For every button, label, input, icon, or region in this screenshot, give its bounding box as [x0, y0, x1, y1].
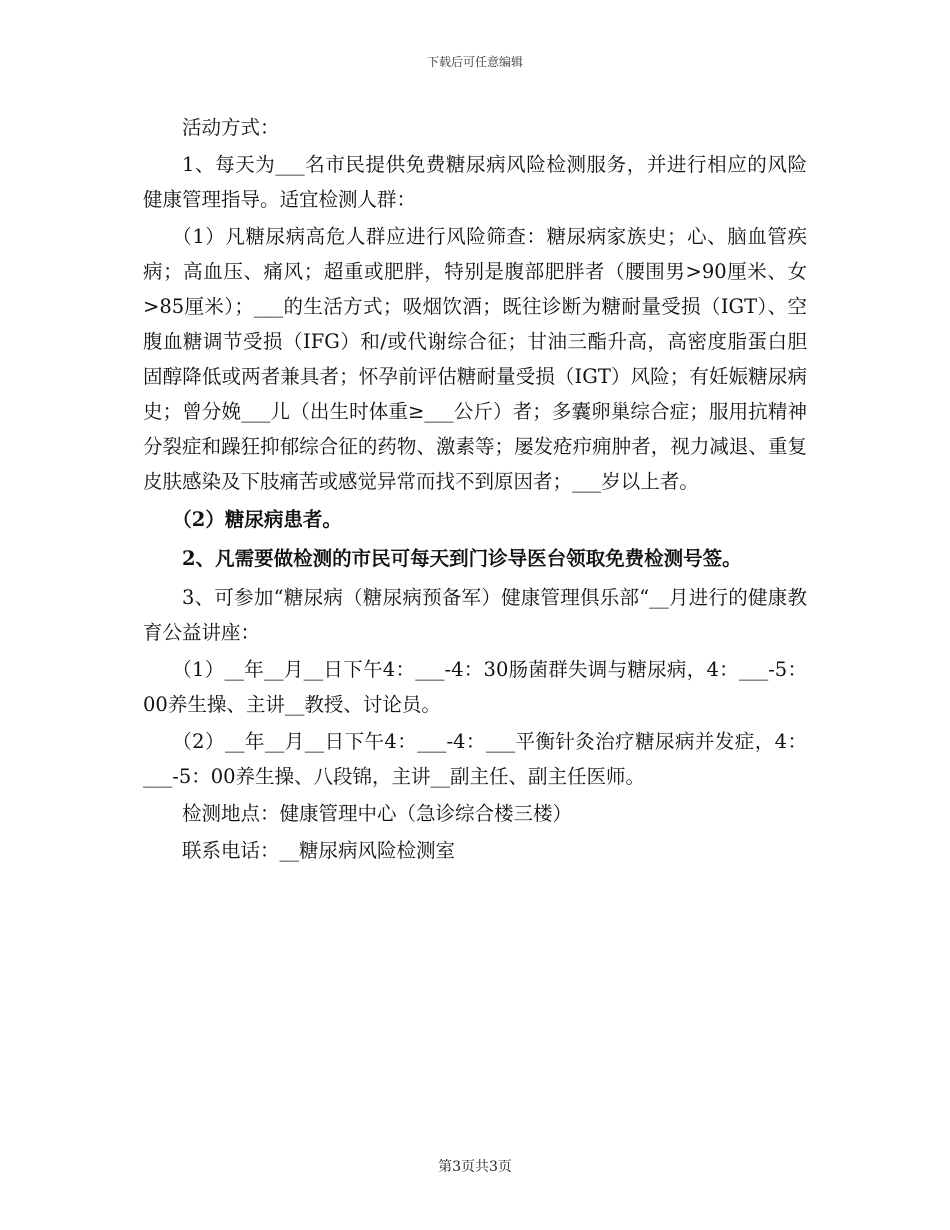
contact-paragraph: 联系电话：__糖尿病风险检测室	[182, 839, 456, 862]
item-1-1-paragraph: （1）凡糖尿病高危人群应进行风险筛查：糖尿病家族史；心、脑血管疾病；高血压、痛风；超重或肥胖，特别是腹部肥胖者（腰围男>90厘米、女>85厘米）；___的生活方式；吸烟饮酒；既往诊断为糖耐量受损（IGT）、空腹血糖调节受损（IFG）和/或代谢综合征；甘油三酯升高，高密度脂蛋白胆固醇降低或两者兼具者；怀孕前评估糖耐量受损（IGT）风险；有妊娠糖尿病史；曾分娩___儿（出生时体重≥___公斤）者；多囊卵巢综合症；服用抗精神分裂症和躁狂抑郁综合征的药物、激素等；屡发疮疖痈肿者，视力减退、重复皮肤感染及下肢痛苦或感觉异常而找不到原因者；___岁以上者。	[143, 225, 807, 493]
item-3-paragraph: 3、可参加“糖尿病（糖尿病预备军）健康管理俱乐部“__月进行的健康教育公益讲座：	[143, 586, 807, 644]
activity-method-heading: 活动方式：	[182, 116, 280, 139]
document-body	[143, 110, 807, 870]
lecture-1-paragraph: （1）__年__月__日下午4：___-4：30肠菌群失调与糖尿病，4：___-5：00养生操、主讲__教授、讨论员。	[143, 658, 807, 716]
location-paragraph: 检测地点：健康管理中心（急诊综合楼三楼）	[182, 802, 573, 825]
item-2-paragraph: 2、凡需要做检测的市民可每天到门诊导医台领取免费检测号签。	[182, 547, 742, 570]
page-number: 第3页共3页	[438, 1159, 512, 1175]
item-1-paragraph: 1、每天为___名市民提供免费糖尿病风险检测服务，并进行相应的风险健康管理指导。适宜检测人群：	[143, 153, 807, 211]
item-1-2-paragraph: （2）糖尿病患者。	[172, 508, 342, 531]
lecture-2-paragraph: （2）__年__月__日下午4：___-4：___平衡针灸治疗糖尿病并发症，4：___-5：00养生操、八段锦，主讲__副主任、副主任医师。	[143, 730, 807, 788]
header-note: 下载后可任意编辑	[426, 55, 523, 69]
